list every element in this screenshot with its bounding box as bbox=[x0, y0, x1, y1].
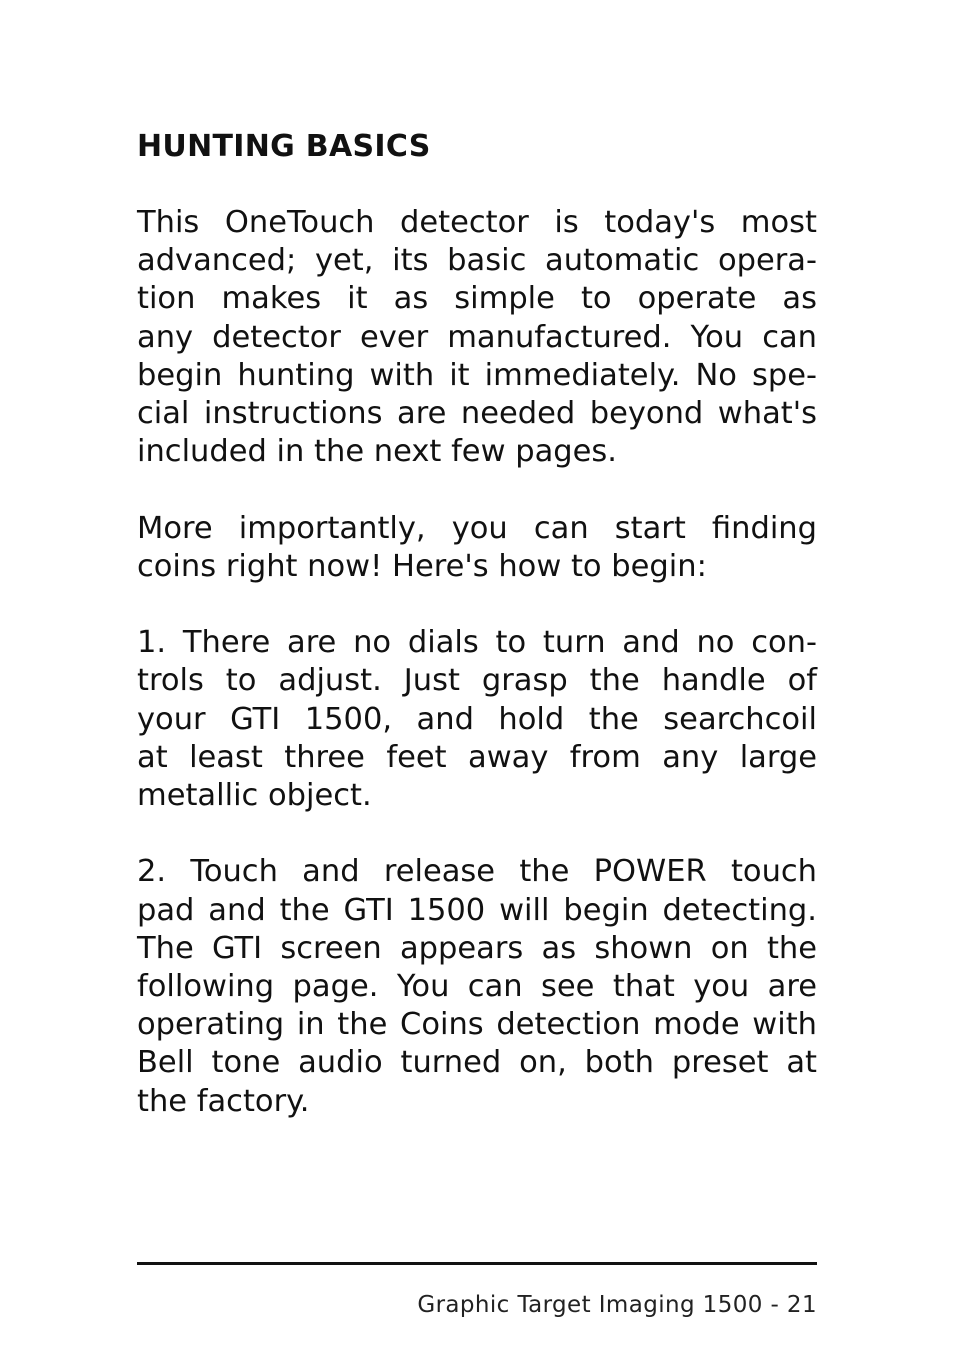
text-line: any detector ever manufactured. You can bbox=[137, 319, 817, 355]
section-heading: HUNTING BASICS bbox=[137, 129, 431, 164]
text-line: metallic object. bbox=[137, 778, 372, 814]
text-line: the factory. bbox=[137, 1083, 310, 1119]
text-line: your GTI 1500, and hold the searchcoil bbox=[137, 701, 817, 737]
text-line: operating in the Coins detection mode with bbox=[137, 1007, 817, 1043]
text-line: tion makes it as simple to operate as bbox=[137, 281, 817, 317]
text-line: included in the next few pages. bbox=[137, 434, 617, 470]
text-line: 2. Touch and release the POWER touch bbox=[137, 854, 817, 890]
text-line: Bell tone audio turned on, both preset at bbox=[137, 1045, 817, 1081]
text-line: trols to adjust. Just grasp the handle of bbox=[137, 663, 817, 699]
page-footer: Graphic Target Imaging 1500 - 21 bbox=[417, 1292, 817, 1318]
text-line: at least three feet away from any large bbox=[137, 739, 817, 775]
text-line: following page. You can see that you are bbox=[137, 969, 817, 1005]
text-line: advanced; yet, its basic automatic opera- bbox=[137, 243, 817, 279]
text-line: begin hunting with it immediately. No spe- bbox=[137, 357, 817, 393]
text-line: The GTI screen appears as shown on the bbox=[137, 930, 817, 966]
paragraph-intro bbox=[137, 204, 817, 471]
text-line: 1. There are no dials to turn and no con- bbox=[137, 625, 817, 661]
page-content bbox=[137, 128, 817, 1159]
text-line: More importantly, you can start finding bbox=[137, 510, 817, 546]
paragraph-start bbox=[137, 510, 817, 586]
text-line: pad and the GTI 1500 will begin detecting. bbox=[137, 892, 817, 928]
text-line: This OneTouch detector is today's most bbox=[137, 205, 817, 240]
paragraph-step-2 bbox=[137, 853, 817, 1120]
paragraph-step-1 bbox=[137, 624, 817, 815]
text-line: cial instructions are needed beyond what's bbox=[137, 396, 817, 432]
text-line: coins right now! Here's how to begin: bbox=[137, 548, 707, 584]
footer-divider bbox=[137, 1262, 817, 1265]
